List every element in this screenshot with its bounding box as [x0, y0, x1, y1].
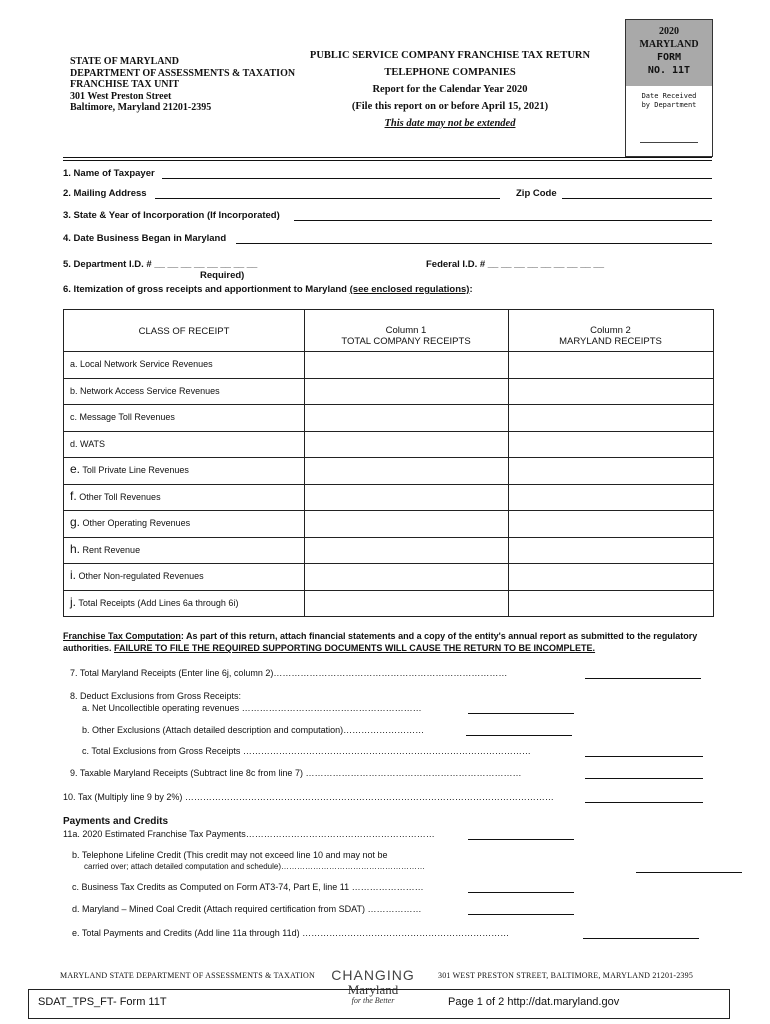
- agency-unit: FRANCHISE TAX UNIT: [70, 79, 180, 90]
- form-label: FORM: [656, 52, 682, 63]
- line8c-label: c. Total Exclusions from Gross Receipts ……………………………………………………………………………………: [82, 746, 531, 756]
- line11b-label: b. Telephone Lifeline Credit (This credit may not exceed line 10 and may not be: [72, 850, 388, 860]
- incorporation-label: 3. State & Year of Incorporation (If Incorporated): [63, 210, 280, 221]
- receipt-row-letter: b.: [70, 385, 78, 396]
- form-id-badge: [626, 20, 712, 86]
- federal-id-field[interactable]: Federal I.D. # __ __ __ __ __ __ __ __ __: [426, 259, 604, 270]
- logo-changing: CHANGING: [331, 967, 415, 983]
- computation-instructions: [63, 630, 718, 654]
- column1-cell[interactable]: [305, 537, 508, 564]
- line8c-field[interactable]: [585, 756, 703, 757]
- date-received-field[interactable]: [640, 142, 698, 143]
- taxpayer-name-field[interactable]: [162, 178, 712, 179]
- receipt-row-letter: i.: [70, 568, 76, 582]
- column2-cell[interactable]: [509, 351, 713, 378]
- line11c-field[interactable]: [468, 892, 574, 893]
- date-began-field[interactable]: [236, 243, 712, 244]
- form-number: NO. 11T: [647, 65, 691, 76]
- column2-cell[interactable]: [509, 431, 713, 458]
- zip-code-label: Zip Code: [516, 188, 557, 199]
- receipt-row-text: Other Operating Revenues: [82, 518, 191, 528]
- column2-number: Column 2: [590, 325, 631, 336]
- footer-page-info: Page 1 of 2 http://dat.maryland.gov: [448, 996, 620, 1008]
- deadline-note: This date may not be extended: [384, 118, 516, 129]
- column2-cell[interactable]: [509, 590, 713, 617]
- receipt-row-letter: e.: [70, 462, 81, 476]
- logo-tagline: for the Better: [351, 996, 395, 1005]
- footer-form-id: SDAT_TPS_FT- Form 11T: [38, 996, 167, 1008]
- line11b-field[interactable]: [636, 872, 742, 873]
- logo-maryland: Maryland: [347, 982, 399, 997]
- line11a-field[interactable]: [468, 839, 574, 840]
- receipt-row-label: [70, 595, 238, 609]
- column2-title: MARYLAND RECEIPTS: [559, 336, 662, 347]
- report-year: Report for the Calendar Year 2020: [372, 84, 528, 95]
- receipt-row-text: Message Toll Revenues: [79, 412, 175, 422]
- line9-field[interactable]: [585, 778, 703, 779]
- line11a-label: 11a. 2020 Estimated Franchise Tax Payments………………………………………………………: [63, 829, 435, 839]
- line7-label: 7. Total Maryland Receipts (Enter line 6j, column 2)……………………………………………………………………: [70, 668, 508, 678]
- receipt-row-label: [70, 359, 213, 369]
- receipt-row-letter: a.: [70, 359, 78, 369]
- column2-cell[interactable]: [509, 404, 713, 431]
- date-began-label: 4. Date Business Began in Maryland: [63, 233, 227, 244]
- form-number-box: [625, 19, 713, 157]
- line11d-label: d. Maryland – Mined Coal Credit (Attach required certification from SDAT) ………………: [72, 904, 422, 914]
- column1-cell[interactable]: [305, 563, 508, 590]
- column1-header: [304, 325, 508, 347]
- form-state: MARYLAND: [639, 39, 699, 50]
- itemization-colon: :: [469, 284, 473, 295]
- column2-cell[interactable]: [509, 537, 713, 564]
- line7-field[interactable]: [585, 678, 701, 679]
- agency-department: DEPARTMENT OF ASSESSMENTS & TAXATION: [70, 67, 296, 79]
- regulations-link[interactable]: (see enclosed regulations): [349, 284, 470, 295]
- receipt-row-letter: g.: [70, 515, 81, 529]
- receipt-row-letter: d.: [70, 438, 78, 449]
- receipt-row-label: [70, 542, 140, 556]
- computation-intro: : As part of this return, attach financial statements and a copy of the entity's annual report as submitted to the regulatory authorities.: [63, 631, 698, 653]
- line8-label: 8. Deduct Exclusions from Gross Receipts:: [70, 691, 242, 701]
- column1-cell[interactable]: [305, 378, 508, 405]
- footer-agency: MARYLAND STATE DEPARTMENT OF ASSESSMENTS & TAXATION: [60, 971, 315, 980]
- line11c-label: c. Business Tax Credits as Computed on Form AT3-74, Part E, line 11 ……………………: [72, 882, 424, 892]
- filing-deadline: (File this report on or before April 15, 2021): [351, 101, 549, 112]
- column2-cell[interactable]: [509, 378, 713, 405]
- agency-street: 301 West Preston Street: [70, 90, 172, 102]
- itemization-text: 6. Itemization of gross receipts and apportionment to Maryland: [63, 284, 347, 295]
- receipt-row-label: [70, 515, 190, 529]
- zip-code-field[interactable]: [562, 198, 712, 199]
- column2-cell[interactable]: [509, 484, 713, 511]
- receipt-row-label: [70, 412, 175, 422]
- computation-warning: FAILURE TO FILE THE REQUIRED SUPPORTING DOCUMENTS WILL CAUSE THE RETURN TO BE INCOMPLETE.: [114, 643, 596, 653]
- column1-number: Column 1: [385, 325, 427, 336]
- date-received-line2: by Department: [641, 101, 697, 109]
- column1-cell[interactable]: [305, 431, 508, 458]
- column1-title: TOTAL COMPANY RECEIPTS: [341, 336, 471, 347]
- receipt-row-label: [70, 439, 105, 449]
- receipts-table: [63, 309, 714, 617]
- form-year: 2020: [659, 26, 679, 37]
- column2-cell[interactable]: [509, 563, 713, 590]
- receipt-row-label: [70, 568, 204, 582]
- payments-heading: Payments and Credits: [63, 816, 169, 827]
- date-received-label: [626, 92, 712, 110]
- line11b-label-2: carried over; attach detailed computation and schedule)………………………………………………: [84, 862, 426, 871]
- column2-cell[interactable]: [509, 457, 713, 484]
- column2-header: [508, 325, 713, 347]
- receipt-row-text: Other Toll Revenues: [79, 491, 161, 502]
- line9-label: 9. Taxable Maryland Receipts (Subtract line 8c from line 7) ………………………………………………………………: [70, 768, 522, 778]
- receipt-row-label: [70, 386, 220, 396]
- itemization-instruction: [63, 284, 473, 295]
- line8b-field[interactable]: [466, 735, 572, 736]
- agency-state: STATE OF MARYLAND: [70, 56, 179, 67]
- incorporation-field[interactable]: [294, 220, 712, 221]
- column1-cell[interactable]: [305, 510, 508, 537]
- line11e-label: e. Total Payments and Credits (Add line 11a through 11d) ……………………………………………………………: [72, 928, 510, 938]
- line10-label: 10. Tax (Multiply line 9 by 2%) ……………………………………………………………………………………………………………: [63, 792, 554, 802]
- form-title-block: [300, 47, 600, 132]
- date-received-line1: Date Received: [641, 92, 697, 100]
- footer-address: 301 WEST PRESTON STREET, BALTIMORE, MARYLAND 21201-2395: [438, 971, 694, 980]
- receipt-row-text: Network Access Service Revenues: [80, 385, 220, 396]
- line8b-label: b. Other Exclusions (Attach detailed description and computation)………………………: [82, 725, 425, 735]
- receipt-row-letter: c.: [70, 412, 78, 422]
- receipt-row-text: Total Receipts (Add Lines 6a through 6i): [78, 597, 239, 608]
- agency-city: Baltimore, Maryland 21201-2395: [70, 102, 212, 113]
- mailing-address-field[interactable]: [155, 198, 500, 199]
- receipt-row-label: [70, 462, 189, 476]
- header-divider: [63, 157, 712, 158]
- department-id-field[interactable]: 5. Department I.D. # __ __ __ __ __ __ __ __: [63, 259, 258, 270]
- receipt-row-text: Other Non-regulated Revenues: [78, 571, 204, 581]
- receipt-row-text: Local Network Service Revenues: [80, 359, 213, 369]
- line11e-field[interactable]: [583, 938, 699, 939]
- computation-heading: Franchise Tax Computation: [63, 631, 181, 641]
- column1-cell[interactable]: [305, 351, 508, 378]
- form-subtitle: TELEPHONE COMPANIES: [384, 67, 516, 78]
- agency-address-block: [70, 56, 295, 114]
- line8a-label: a. Net Uncollectible operating revenues ……………………………………………………: [82, 703, 422, 713]
- required-note: Required): [200, 270, 245, 281]
- column1-cell[interactable]: [305, 404, 508, 431]
- column2-cell[interactable]: [509, 510, 713, 537]
- receipt-row-letter: j.: [70, 594, 76, 609]
- column1-cell[interactable]: [305, 590, 508, 617]
- line10-field[interactable]: [585, 802, 703, 803]
- header-divider-2: [63, 160, 712, 161]
- receipt-row-letter: h.: [70, 541, 81, 556]
- receipt-row-label: [70, 489, 161, 503]
- column1-cell[interactable]: [305, 457, 508, 484]
- receipt-row-text: Rent Revenue: [82, 544, 141, 555]
- column1-cell[interactable]: [305, 484, 508, 511]
- receipt-row-letter: f.: [70, 488, 77, 503]
- line8a-field[interactable]: [468, 713, 574, 714]
- receipt-row-text: WATS: [80, 438, 106, 449]
- receipt-row-text: Toll Private Line Revenues: [82, 465, 189, 475]
- class-of-receipt-header: CLASS OF RECEIPT: [138, 326, 230, 337]
- taxpayer-label: 1. Name of Taxpayer: [63, 168, 155, 179]
- mailing-address-label: 2. Mailing Address: [63, 188, 147, 199]
- form-title: PUBLIC SERVICE COMPANY FRANCHISE TAX RETURN: [309, 50, 591, 61]
- line11d-field[interactable]: [468, 914, 574, 915]
